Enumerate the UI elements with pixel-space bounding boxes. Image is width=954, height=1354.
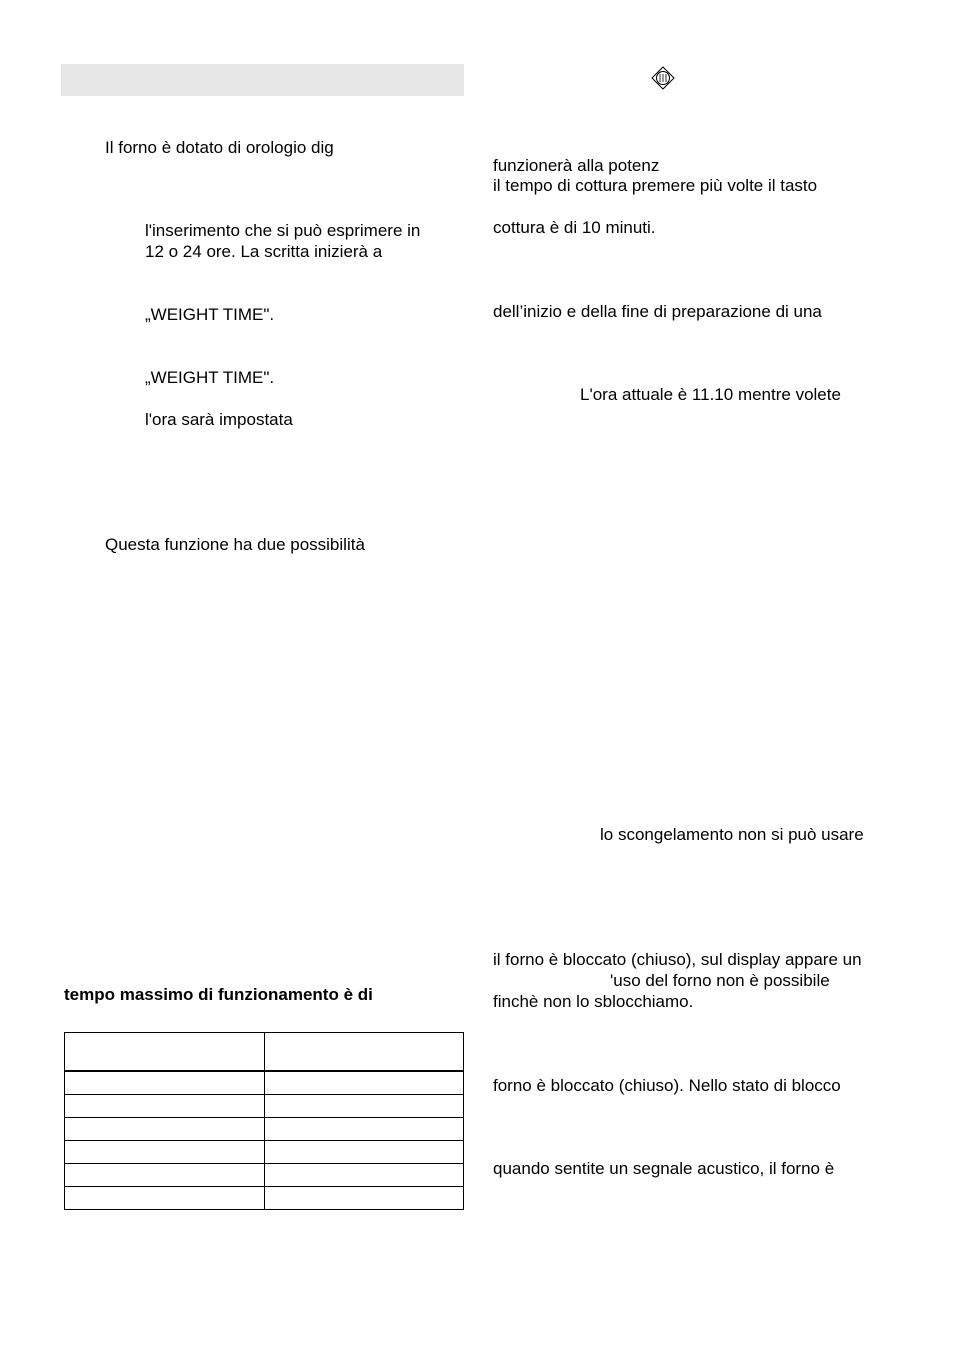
locked-text-2: 'uso del forno non è possibile <box>610 971 830 990</box>
operation-time-table <box>64 1032 464 1210</box>
cook-time-text: cottura è di 10 minuti. <box>493 218 656 237</box>
table-cell <box>264 1118 464 1141</box>
weight-time-text-2: „WEIGHT TIME". <box>145 368 275 387</box>
table-cell <box>65 1071 265 1095</box>
locked-state-text: forno è bloccato (chiuso). Nello stato di blocco <box>493 1076 841 1095</box>
table-cell <box>65 1118 265 1141</box>
table-row <box>65 1164 464 1187</box>
insert-text-line-1: l'inserimento che si può esprimere in <box>145 221 421 240</box>
time-set-text: l'ora sarà impostata <box>145 410 293 429</box>
table-row <box>65 1071 464 1095</box>
table-cell <box>264 1095 464 1118</box>
table-row <box>65 1095 464 1118</box>
weight-time-text-1: „WEIGHT TIME". <box>145 305 275 324</box>
brand-logo-icon <box>651 66 675 90</box>
table-cell <box>264 1187 464 1210</box>
table-cell <box>65 1095 265 1118</box>
max-time-heading: tempo massimo di funzionamento è di <box>64 985 373 1004</box>
locked-text-3: finchè non lo sblocchiamo. <box>493 992 694 1011</box>
table-row <box>65 1187 464 1210</box>
function-options-text: Questa funzione ha due possibilità <box>105 535 365 554</box>
locked-text-1: il forno è bloccato (chiuso), sul display appare un <box>493 950 862 969</box>
table-cell <box>65 1164 265 1187</box>
current-time-text: L'ora attuale è 11.10 mentre volete <box>580 385 841 404</box>
press-key-text: il tempo di cottura premere più volte il tasto <box>493 176 818 195</box>
table-header-row <box>65 1033 464 1072</box>
table-row <box>65 1118 464 1141</box>
table-cell <box>264 1141 464 1164</box>
insert-text-line-2: 12 o 24 ore. La scritta inizierà a <box>145 242 383 261</box>
table-cell <box>264 1164 464 1187</box>
table-header-cell <box>65 1033 265 1072</box>
table-cell <box>264 1071 464 1095</box>
table-cell <box>65 1141 265 1164</box>
section-header-bar <box>61 64 464 96</box>
power-text: funzionerà alla potenz <box>493 156 660 175</box>
table-cell <box>65 1187 265 1210</box>
defrost-text: lo scongelamento non si può usare <box>600 825 864 844</box>
intro-text: Il forno è dotato di orologio dig <box>105 138 334 157</box>
start-end-text: dell’inizio e della fine di preparazione di una <box>493 302 822 321</box>
table-header-cell <box>264 1033 464 1072</box>
table-row <box>65 1141 464 1164</box>
beep-text: quando sentite un segnale acustico, il forno è <box>493 1159 835 1178</box>
